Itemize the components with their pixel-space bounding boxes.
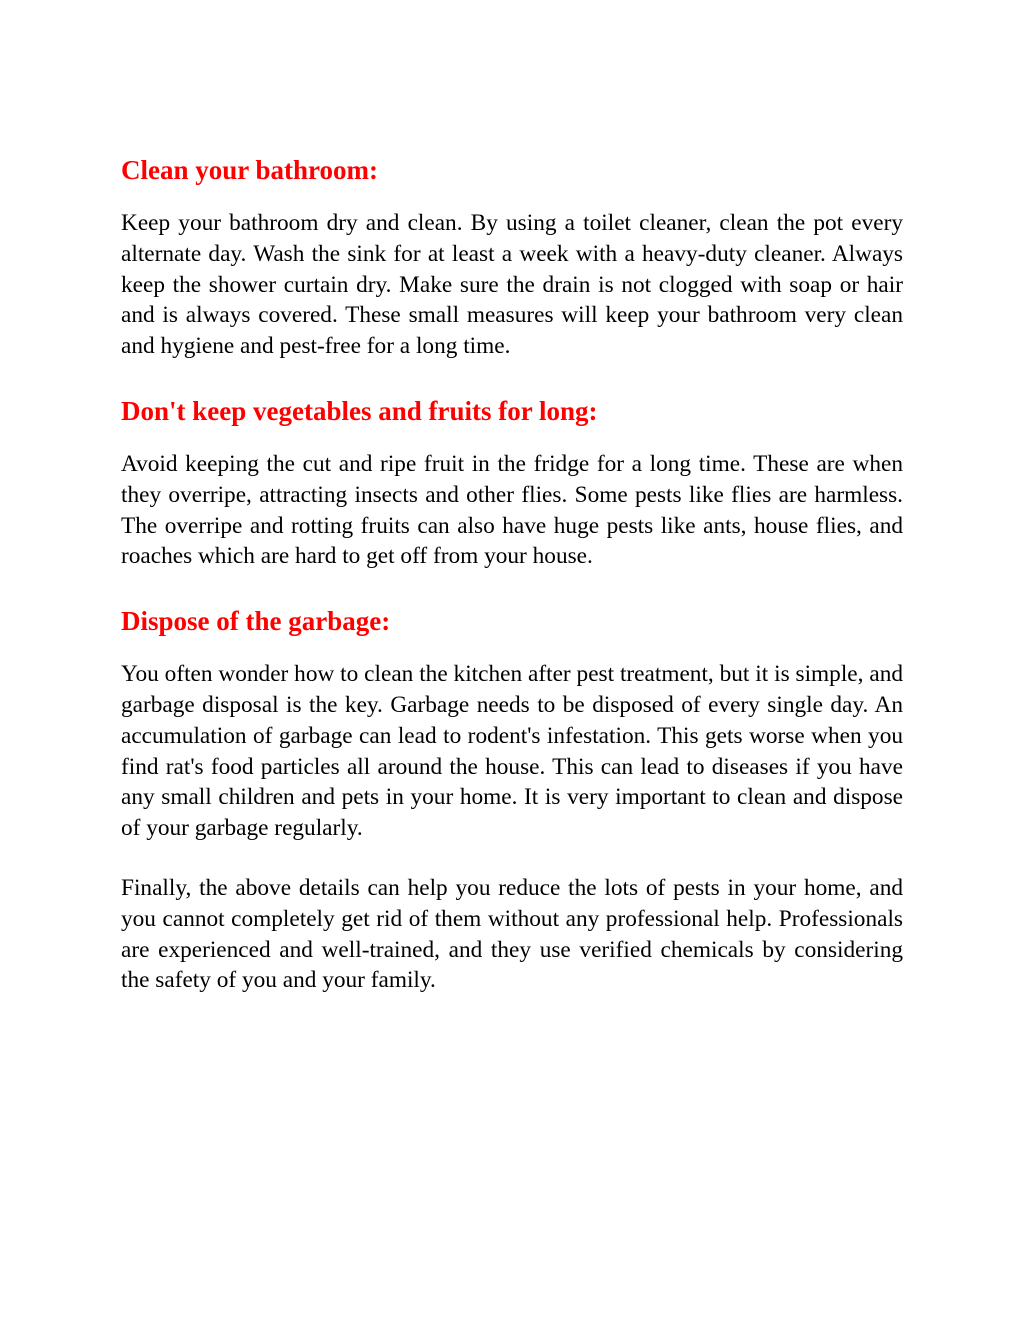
conclusion-paragraph: Finally, the above details can help you reduce the lots of pests in your home, and you cannot completely get rid of them without any professional help. Professionals are experienced and well-trained, and they use verified chemicals by considering the safety of you and your family. — [121, 874, 903, 994]
section-heading-vegetables-fruits: Don't keep vegetables and fruits for long: — [121, 395, 598, 426]
section-heading-garbage: Dispose of the garbage: — [121, 606, 391, 637]
section-body-garbage: You often wonder how to clean the kitchen after pest treatment, but it is simple, and garbage disposal is the key. Garbage needs to be disposed of every single day. An accumulation of garbage can lead to rodent's infestation. This gets worse when you find rat's food particles all around the house. This can lead to diseases if you have any small children and pets in your home. It is very important to clean and dispose of your garbage regularly. — [121, 661, 903, 842]
document-page — [121, 150, 903, 1025]
section-body-bathroom: Keep your bathroom dry and clean. By using a toilet cleaner, clean the pot every alternate day. Wash the sink for at least a week with a heavy-duty cleaner. Always keep the shower curtain dry. Make sure the drain is not clogged with soap or hair and is always covered. These small measures will keep your bathroom very clean and hygiene and pest-free for a long time. — [121, 210, 903, 360]
section-heading-bathroom: Clean your bathroom: — [121, 155, 379, 185]
section-body-vegetables-fruits: Avoid keeping the cut and ripe fruit in the fridge for a long time. These are when they overripe, attracting insects and other flies. Some pests like flies are harmless. The overripe and rotting fruits can also have huge pests like ants, house flies, and roaches which are hard to get off from your house. — [121, 450, 903, 570]
